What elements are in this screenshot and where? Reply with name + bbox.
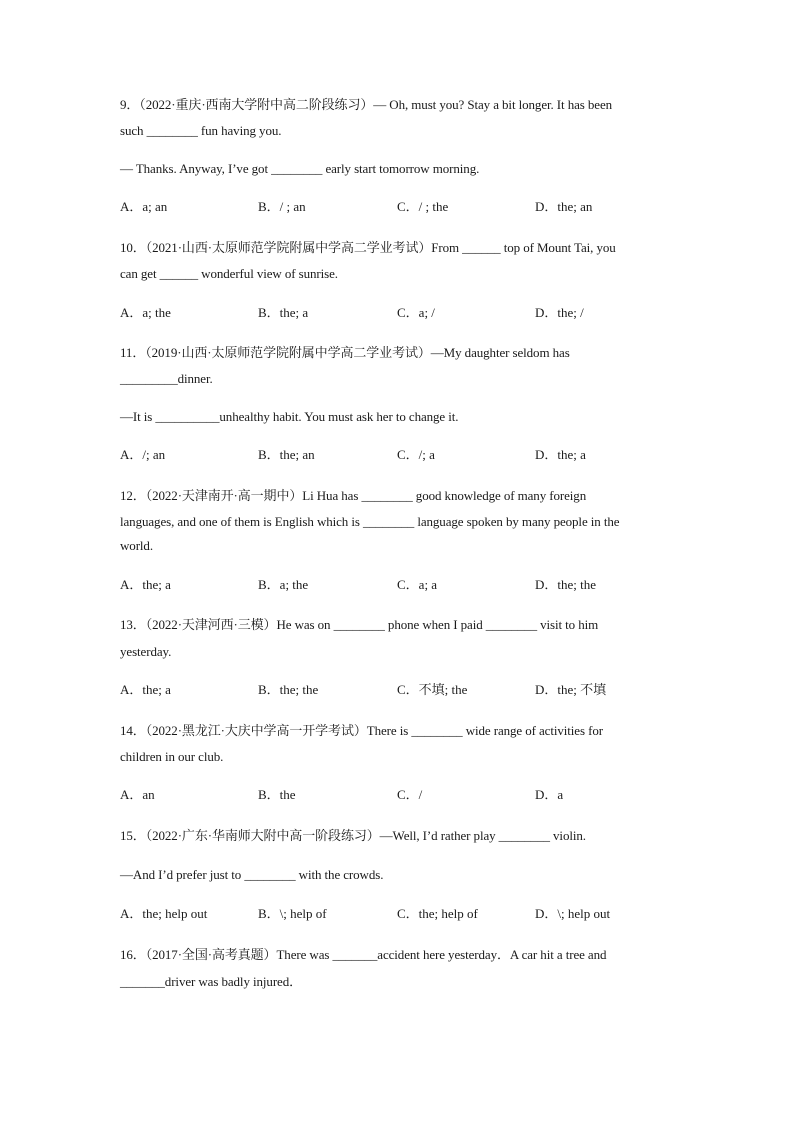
question-15-option-b[interactable]: B．\; help of [258,906,327,921]
question-12-line-2: languages, and one of them is English which is ________ language spoken by many people in the [120,514,620,529]
question-15-line-2: —And I’d prefer just to ________ with the crowds. [120,867,384,882]
question-10-option-a[interactable]: A．a; the [120,305,171,320]
question-14-option-d[interactable]: D．a [535,787,564,802]
question-10-line-2: can get ______ wonderful view of sunrise. [120,266,338,281]
question-11-option-d[interactable]: D．the; a [535,447,586,462]
question-12-option-b[interactable]: B．a; the [258,577,309,592]
question-11-line-3: —It is __________unhealthy habit. You must ask her to change it. [120,409,459,424]
question-9-option-d[interactable]: D．the; an [535,199,593,214]
question-13-option-c[interactable]: C．不填; the [397,682,468,697]
question-12-option-c[interactable]: C．a; a [397,577,438,592]
question-10-line-1: 10．（2021·山西·太原师范学院附属中学高二学业考试）From ______ top of Mount Tai, you [120,240,616,255]
question-12-line-1: 12．（2022·天津南开·高一期中）Li Hua has ________ good knowledge of many foreign [120,488,587,503]
question-13-option-b[interactable]: B．the; the [258,682,319,697]
question-10-option-d[interactable]: D．the; / [535,305,584,320]
question-13-line-1: 13．（2022·天津河西·三模）He was on ________ phone when I paid ________ visit to him [120,617,599,632]
question-9-option-c[interactable]: C．/ ; the [397,199,449,214]
question-11-option-c[interactable]: C．/; a [397,447,435,462]
question-12-option-d[interactable]: D．the; the [535,577,597,592]
question-12-option-a[interactable]: A．the; a [120,577,171,592]
question-11-option-a[interactable]: A．/; an [120,447,166,462]
question-13-option-a[interactable]: A．the; a [120,682,171,697]
question-15-option-d[interactable]: D．\; help out [535,906,611,921]
question-9-line-1: 9．（2022·重庆·西南大学附中高二阶段练习）— Oh, must you? Stay a bit longer. It has been [120,97,613,112]
question-13-line-2: yesterday. [120,644,172,659]
question-9-line-3: — Thanks. Anyway, I’ve got ________ early start tomorrow morning. [120,161,480,176]
question-11-line-2: _________dinner. [120,371,213,386]
question-14-option-b[interactable]: B．the [258,787,296,802]
question-15-option-a[interactable]: A．the; help out [120,906,208,921]
question-15-option-c[interactable]: C．the; help of [397,906,478,921]
question-10-option-b[interactable]: B．the; a [258,305,309,320]
question-11-option-b[interactable]: B．the; an [258,447,315,462]
question-14-option-a[interactable]: A．an [120,787,155,802]
question-15-line-1: 15．（2022·广东·华南师大附中高一阶段练习）—Well, I’d rather play ________ violin. [120,828,586,843]
question-16-line-1: 16．（2017·全国·高考真题）There was _______accident here yesterday．A car hit a tree and [120,947,607,962]
question-10-option-c[interactable]: C．a; / [397,305,435,320]
question-9-line-2: such ________ fun having you. [120,123,282,138]
question-9-option-b[interactable]: B．/ ; an [258,199,306,214]
question-14-line-1: 14．（2022·黑龙江·大庆中学高一开学考试）There is ________ wide range of activities for [120,723,603,738]
question-9-option-a[interactable]: A．a; an [120,199,168,214]
question-16-line-2: _______driver was badly injured． [120,974,303,989]
question-11-line-1: 11．（2019·山西·太原师范学院附属中学高二学业考试）—My daughter seldom has [120,345,570,360]
question-14-line-2: children in our club. [120,749,224,764]
question-13-option-d[interactable]: D．the; 不填 [535,682,607,697]
question-12-line-3: world. [120,538,153,553]
question-14-option-c[interactable]: C．/ [397,787,423,802]
